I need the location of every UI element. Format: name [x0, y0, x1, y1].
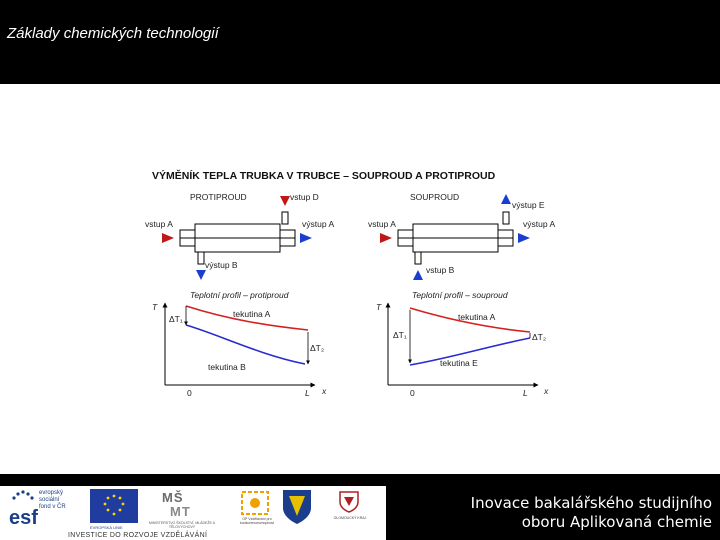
left-dt1-label: ΔT₁: [169, 314, 183, 324]
left-in-a-arrow: [162, 233, 174, 243]
page-title: Základy chemických technologií: [7, 25, 219, 42]
right-out-a-label: výstup A: [523, 219, 556, 229]
left-in-a-label: vstup A: [145, 219, 173, 229]
right-out-e-label: výstup E: [512, 200, 545, 210]
region-crest-logo: [338, 490, 360, 514]
eu-flag-logo: [90, 489, 138, 523]
right-out-a-arrow: [518, 233, 530, 243]
right-fluid-e-label: tekutina E: [440, 358, 478, 368]
left-exchanger: [145, 192, 334, 398]
left-x-end: L: [305, 388, 310, 398]
right-in-b-arrow: [413, 270, 423, 280]
msmt-logo: [160, 488, 206, 520]
right-profile-title: Teplotní profil – souproud: [412, 290, 508, 300]
crest-label: OLOMOUCKÝ KRAJ: [333, 516, 367, 520]
right-y-axis: T: [376, 302, 382, 312]
invest-tagline: INVESTICE DO ROZVOJE VZDĚLÁVÁNÍ: [68, 532, 208, 539]
svg-text:esf: esf: [9, 507, 38, 528]
right-dt2-label: ΔT₂: [532, 332, 547, 342]
left-out-b-label: výstup B: [205, 260, 238, 270]
eu-label: EVROPSKÁ UNIE: [90, 525, 123, 530]
left-y-axis: T: [152, 302, 158, 312]
left-x-axis: x: [322, 386, 327, 396]
right-dt1-label: ΔT₁: [393, 330, 407, 340]
right-in-a-arrow: [380, 233, 392, 243]
opvk-logo: [238, 490, 272, 516]
left-fluid-b-label: tekutina B: [208, 362, 246, 372]
right-fluid-a-label: tekutina A: [458, 312, 496, 322]
right-exchanger: [368, 192, 555, 398]
msmt-label: MINISTERSTVO ŠKOLSTVÍ, MLÁDEŽE A TĚLOVÝCHOVY: [149, 521, 215, 529]
figure-heading: VÝMĚNÍK TEPLA TRUBKA V TRUBCE – SOUPROUD A PROTIPROUD: [152, 170, 496, 182]
right-out-e-arrow: [501, 194, 511, 204]
right-mode-label: SOUPROUD: [410, 192, 460, 202]
left-x-zero: 0: [187, 388, 192, 398]
right-in-a-label: vstup A: [368, 219, 396, 229]
footer-project-title: [412, 494, 712, 532]
left-out-a-label: výstup A: [302, 219, 335, 229]
svg-text:MT: MT: [170, 504, 191, 519]
right-in-b-label: vstup B: [426, 265, 455, 275]
opvk-label: OP Vzdělávání pro konkurenceschopnost: [239, 517, 275, 525]
esf-logo: [8, 488, 40, 528]
svg-text:MŠ: MŠ: [162, 490, 184, 505]
right-x-zero: 0: [410, 388, 415, 398]
left-fluid-a-label: tekutina A: [233, 309, 271, 319]
left-out-a-arrow: [300, 233, 312, 243]
left-dt2-label: ΔT₂: [310, 343, 325, 353]
left-profile-title: Teplotní profil – protiproud: [190, 290, 289, 300]
left-mode-label: PROTIPROUD: [190, 192, 247, 202]
footer-line-2: oboru Aplikovaná chemie: [521, 513, 712, 531]
right-x-axis: x: [544, 386, 549, 396]
left-out-b-arrow: [196, 270, 206, 280]
left-fluid-b-curve: [186, 325, 305, 364]
footer-line-1: Inovace bakalářského studijního: [470, 494, 712, 512]
heat-exchanger-figure: [140, 160, 570, 406]
left-in-d-arrow: [280, 196, 290, 206]
header-bar: [0, 0, 720, 84]
esf-label: evropský sociální fond v ČR: [39, 490, 66, 510]
university-logo: [280, 488, 314, 526]
right-x-end: L: [523, 388, 528, 398]
left-in-d-label: vstup D: [290, 192, 319, 202]
